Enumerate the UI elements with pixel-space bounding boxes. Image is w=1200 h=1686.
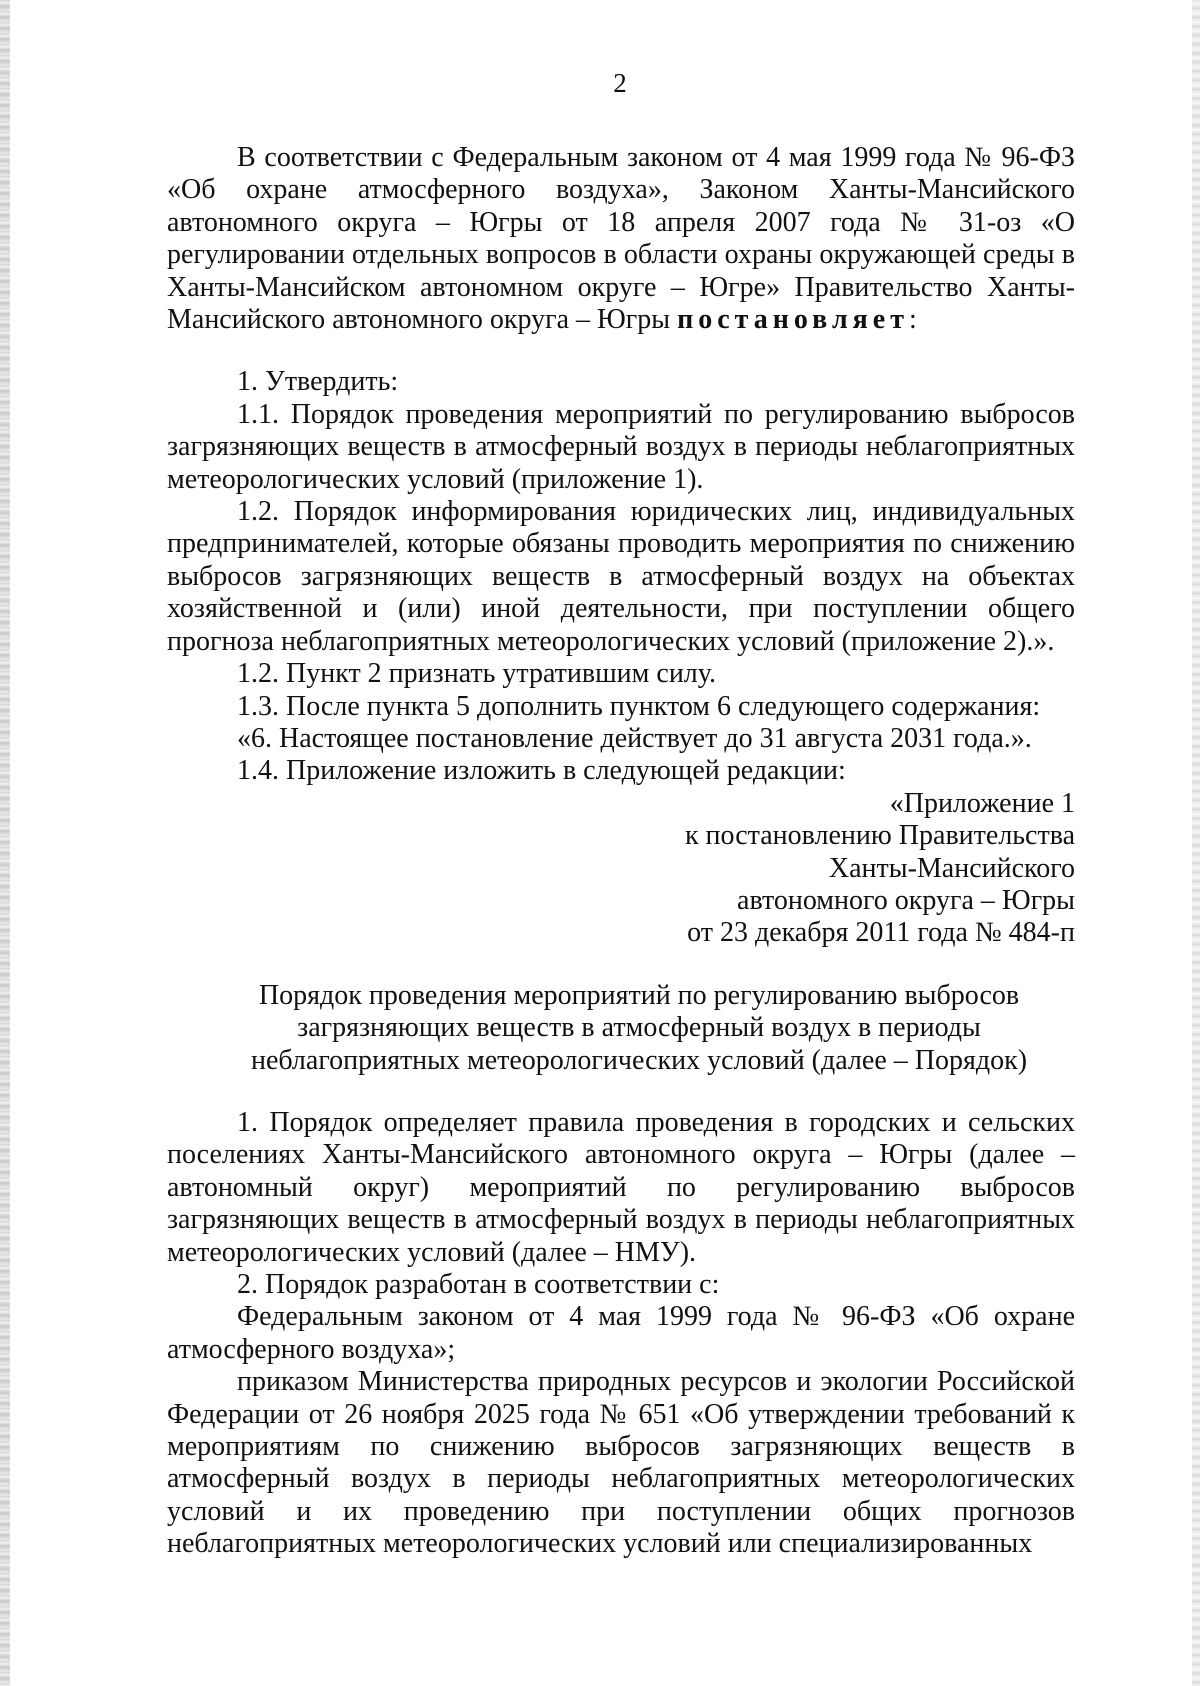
approval-line: Ханты-Мансийского bbox=[828, 852, 1075, 884]
amendment-item: 1.1. Порядок проведения мероприятий по регулированию выбросов загрязняющих веществ в атмосферный воздух в периоды неблагоприятных метеорологических условий (приложение 1). bbox=[167, 398, 1075, 495]
paragraph-gap bbox=[167, 1077, 1075, 1107]
paragraph-gap bbox=[167, 336, 1075, 366]
procedure-item: Федеральным законом от 4 мая 1999 года № 96-ФЗ «Об охране атмосферного воздуха»; bbox=[167, 1301, 1075, 1365]
page-number: 2 bbox=[613, 68, 627, 98]
amendment-item: 1.4. Приложение изложить в следующей редакции: bbox=[237, 755, 846, 787]
scan-edge-right bbox=[1192, 0, 1200, 1686]
procedure-title-line: Порядок проведения мероприятий по регулированию выбросов bbox=[258, 979, 1020, 1011]
decree-word: постановляет bbox=[677, 304, 909, 336]
procedure-title-line: загрязняющих веществ в атмосферный воздух в периоды bbox=[297, 1012, 981, 1044]
amendment-item: «6. Настоящее постановление действует до 31 августа 2031 года.». bbox=[237, 722, 1032, 754]
approval-line: автономного округа – Югры bbox=[737, 884, 1075, 916]
preamble-text: В соответствии с Федеральным законом от 4 мая 1999 года № 96-ФЗ «Об охране атмосферного воздуха», Законом Ханты-Мансийского автономного округа – Югры от 18 апреля 2007 года № 31-оз «О регулировании отдельных вопросов в области охраны окружающей среды в Ханты-Мансийском автономном округе – Югре» Правительство Ханты-Мансийского автономного округа – Югры bbox=[167, 142, 1075, 336]
procedure-item: приказом Министерства природных ресурсов и экологии Российской Федерации от 26 ноября 2025 года № 651 «Об утверждении требований к мероприятиям по снижению выбросов загрязняющих веществ в атмосферный воздух в периоды неблагоприятных метеорологических условий и их проведению при поступлении общих прогнозов неблагоприятных метеорологических условий или специализированных bbox=[167, 1366, 1075, 1560]
procedure-item: 2. Порядок разработан в соответствии с: bbox=[237, 1269, 720, 1300]
document-body bbox=[167, 142, 1075, 1561]
procedure-title-line: неблагоприятных метеорологических условий (далее – Порядок) bbox=[250, 1044, 1028, 1076]
paragraph-gap bbox=[167, 950, 1075, 980]
approval-line: «Приложение 1 bbox=[889, 787, 1075, 819]
amendment-item: 1.2. Пункт 2 признать утратившим силу. bbox=[237, 658, 716, 690]
approval-block bbox=[167, 788, 1075, 950]
approval-line: к постановлению Правительства bbox=[684, 820, 1075, 852]
amendment-item: 1.2. Порядок информирования юридических лиц, индивидуальных предпринимателей, которые обязаны проводить мероприятия по снижению выбросов загрязняющих веществ в атмосферный воздух на объектах хозяйственной и (или) иной деятельности, при поступлении общего прогноза неблагоприятных метеорологических условий (приложение 2).». bbox=[167, 496, 1075, 657]
preamble-tail: : bbox=[908, 304, 917, 336]
preamble-paragraph bbox=[167, 142, 1075, 336]
approval-line: от 23 декабря 2011 года № 484-п bbox=[687, 917, 1075, 949]
amendment-item: 1.3. После пункта 5 дополнить пунктом 6 следующего содержания: bbox=[237, 690, 1041, 722]
scan-edge-left bbox=[0, 0, 10, 1686]
procedure-item: 1. Порядок определяет правила проведения в городских и сельских поселениях Ханты-Мансийского автономного округа – Югры (далее – автономный округ) мероприятий по регулированию выбросов загрязняющих веществ в атмосферный воздух в периоды неблагоприятных метеорологических условий (далее – НМУ). bbox=[167, 1106, 1075, 1268]
procedure-title bbox=[167, 980, 1075, 1077]
amendment-item: 1. Утвердить: bbox=[237, 366, 399, 398]
